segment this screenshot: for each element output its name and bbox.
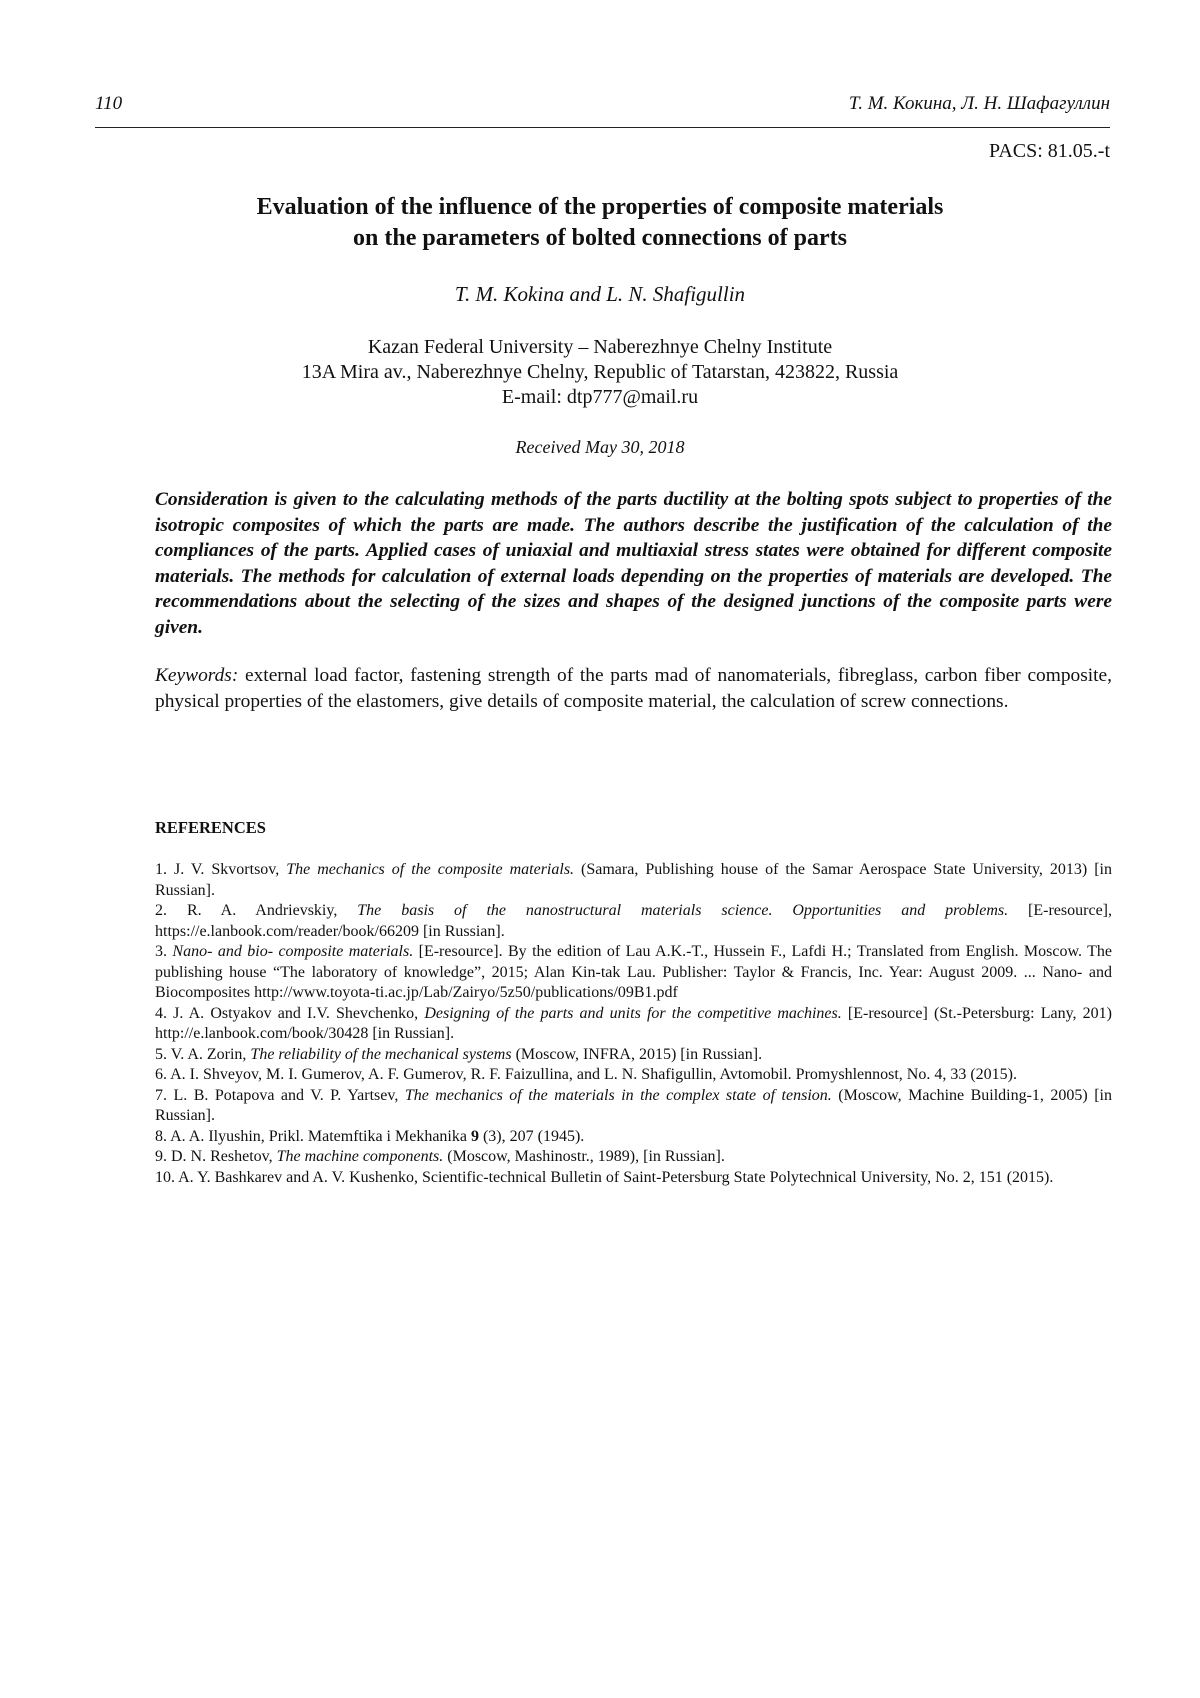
authors: T. M. Kokina and L. N. Shafigullin [100,282,1100,307]
abstract: Consideration is given to the calculating methods of the parts ductility at the bolting spots subject to properties of the isotropic composites of which the parts are made. The authors describe the justifica­tion of the calculation of the compliances of the parts. Applied cases of uniaxial and multiaxial stress states were obtained for different composite materials. The methods for calculation of external loads depending on the properties of materials are developed. The recommendations about the selecting of the sizes and shapes of the designed junctions of the composite parts were given. [155,487,1112,640]
reference-item [155,1147,1112,1168]
references-heading: REFERENCES [155,818,266,838]
reference-item [155,860,1112,901]
reference-pre: 8. A. A. Ilyushin, Prikl. Matemftika i Mekhanika [155,1128,471,1145]
affiliation-line-1: Kazan Federal University – Naberezhnye Chelny Institute [100,335,1100,360]
header-rule [95,127,1110,128]
title-line-1: Evaluation of the influence of the properties of composite materials [100,192,1100,223]
reference-item [155,1168,1112,1189]
keywords [155,663,1112,715]
paper-title [100,192,1100,254]
reference-post: [E-resource], https://e.lanbook.com/reader/book/66209 [in Russian]. [155,902,1112,940]
page-number: 110 [95,93,122,115]
reference-pre: 6. A. I. Shveyov, M. I. Gumerov, A. F. Gumerov, R. F. Faizullina, and L. N. Shafigullin, Avtomobil. Promyshlennost, No. 4, 33 (2015). [155,1066,1017,1083]
reference-italic: Designing of the parts and units for the competitive machines. [424,1005,841,1022]
reference-post: [E-resource] (St.-Petersburg: Lany, 201) http://e.lanbook.com/book/30428 [in Russian]. [155,1005,1112,1043]
reference-bold: 9 [471,1128,479,1145]
reference-post: (Moscow, Machine Building-1, 2005) [in Russian]. [155,1087,1112,1125]
reference-italic: The machine components. [277,1148,444,1165]
reference-pre: 1. J. V. Skvortsov, [155,861,286,878]
reference-item [155,1004,1112,1045]
page-header [95,93,1110,127]
reference-italic: The mechanics of the materials in the complex state of tension. [405,1087,832,1104]
reference-pre: 4. J. A. Ostyakov and I.V. Shevchenko, [155,1005,424,1022]
reference-item [155,1065,1112,1086]
reference-pre: 2. R. A. Andrievskiy, [155,902,357,919]
reference-post: (Samara, Publishing house of the Samar Aerospace State Universi­ty, 2013) [in Russian]. [155,861,1112,899]
reference-italic: The reliability of the mechanical systems [250,1046,511,1063]
affiliation-line-2: 13A Mira av., Naberezhnye Chelny, Republic of Tatarstan, 423822, Russia [100,360,1100,385]
reference-item [155,901,1112,942]
keywords-text: external load factor, fastening strength of the parts mad of nanomaterials, fibreglass, carbon fi­ber composite, physical properties of the elastomers, give details of composite material, the calculation of screw connections. [155,665,1112,712]
affiliation [100,335,1100,410]
pacs-code: PACS: 81.05.-t [989,140,1110,163]
reference-post: [E-resource]. By the edition of Lau A.K.-T., Hussein F., Lafdi H.; Translated from Eng­lish. Moscow. The publishing house “The laboratory of knowledge”, 2015; Alan Kin-tak Lau. Publisher: Taylor & Francis, Inc. Year: August 2009. ... Nano- and Biocomposites http://www.toyota-ti.ac.jp/Lab/Zairyo/5z50/publications/09B1.pdf [155,943,1112,1001]
affiliation-email: E-mail: dtp777@mail.ru [100,385,1100,410]
reference-pre: 7. L. B. Potapova and V. P. Yartsev, [155,1087,405,1104]
title-line-2: on the parameters of bolted connections of parts [100,223,1100,254]
references-list [155,860,1112,1188]
reference-pre: 10. A. Y. Bashkarev and A. V. Kushenko, Scientific-technical Bulletin of Saint-Petersburg State Polytechnical University, No. 2, 151 (2015). [155,1169,1053,1186]
journal-page [0,0,1200,1698]
reference-italic: The basis of the nanostructural materials science. Opportunities and problems. [357,902,1008,919]
reference-italic: The mechanics of the composite materials. [286,861,574,878]
reference-item [155,942,1112,1004]
reference-pre: 9. D. N. Reshetov, [155,1148,277,1165]
reference-pre: 3. [155,943,172,960]
reference-item [155,1086,1112,1127]
running-head: Т. М. Кокина, Л. Н. Шафагуллин [849,93,1110,115]
reference-item [155,1127,1112,1148]
reference-item [155,1045,1112,1066]
reference-pre: 5. V. A. Zorin, [155,1046,250,1063]
keywords-label: Keywords: [155,665,238,686]
reference-post: (Moscow, Mashinostr., 1989), [in Russian]. [443,1148,725,1165]
reference-post: (3), 207 (1945). [479,1128,584,1145]
reference-post: (Moscow, INFRA, 2015) [in Russian]. [512,1046,763,1063]
reference-italic: Nano- and bio- composite materials. [172,943,413,960]
received-date: Received May 30, 2018 [100,437,1100,458]
